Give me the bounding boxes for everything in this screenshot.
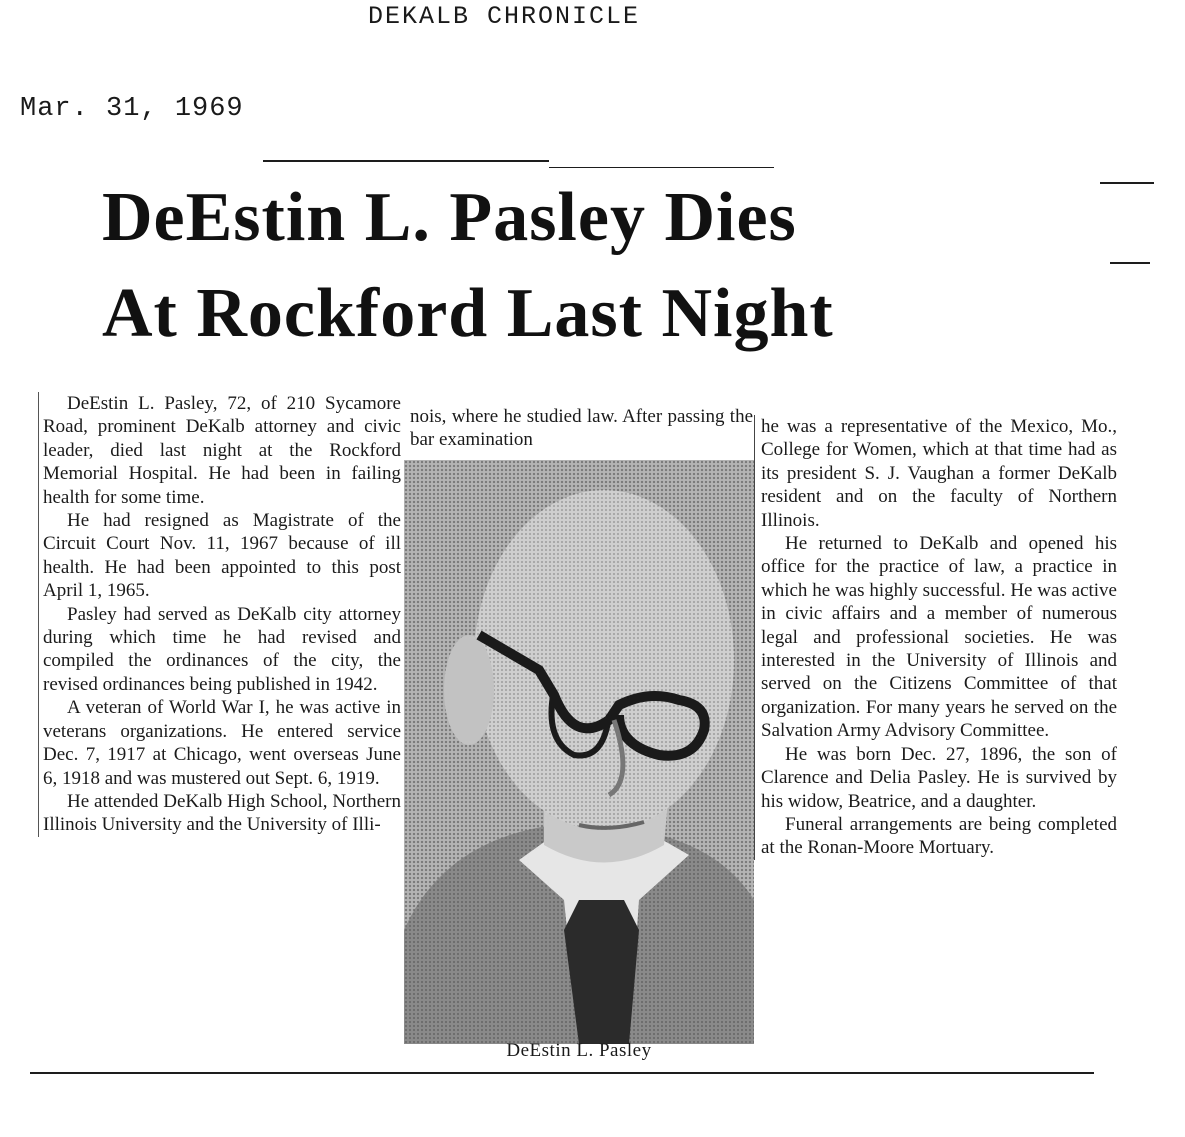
- top-rule-continuation: [549, 167, 774, 168]
- portrait-photo: [404, 460, 754, 1044]
- article-paragraph: He was born Dec. 27, 1896, the son of Clarence and Delia Pasley. He is survived by his widow, Beatrice, and a daughter.: [761, 743, 1117, 812]
- article-paragraph: He attended DeKalb High School, Northern Illinois University and the University of Illi-: [43, 790, 401, 836]
- article-paragraph: Funeral arrangements are being completed at the Ronan-Moore Mortuary.: [761, 813, 1117, 859]
- article-column-3: [754, 415, 1117, 860]
- masthead: DEKALB CHRONICLE: [368, 2, 641, 31]
- headline-line-2: At Rockford Last Night: [102, 275, 834, 352]
- article-paragraph: he was a representative of the Mexico, Mo., College for Women, which at that time had as its president S. J. Vaughan a former DeKalb resident and on the faculty of Northern Illinois.: [761, 416, 1117, 531]
- margin-mark: [1110, 262, 1150, 264]
- article-paragraph: He had resigned as Magistrate of the Circuit Court Nov. 11, 1967 because of ill health. He had been appointed to this post April 1, 1965.: [43, 510, 401, 602]
- margin-mark: [1100, 182, 1154, 184]
- article-paragraph: A veteran of World War I, he was active in veterans organizations. He entered service Dec. 7, 1917 at Chicago, went overseas June 6, 1918 and was mustered out Sept. 6, 1919.: [43, 697, 401, 789]
- article-column-1: [38, 392, 401, 837]
- headline: [102, 176, 834, 356]
- headline-line-1: DeEstin L. Pasley Dies: [102, 179, 797, 256]
- dateline: Mar. 31, 1969: [20, 94, 244, 124]
- article-paragraph: Pasley had served as DeKalb city attorney during which time he had revised and compiled the ordinances of the city, the revised ordinances being published in 1942.: [43, 603, 401, 695]
- article-paragraph: He returned to DeKalb and opened his office for the practice of law, a practice in which he was highly successful. He was active in civic affairs and a member of numerous legal and professional societies. He was interested in the University of Illinois and served on the Citizens Committee of that organization. For many years he served on the Salvation Army Advisory Committee.: [761, 533, 1117, 742]
- photo-caption: DeEstin L. Pasley: [506, 1040, 652, 1061]
- article-column-2: [410, 405, 753, 452]
- portrait-illustration: [404, 460, 754, 1044]
- top-rule: [263, 160, 549, 162]
- bottom-rule: [30, 1072, 1094, 1074]
- article-paragraph: nois, where he studied law. After passing the bar examination: [410, 406, 753, 451]
- article-paragraph: DeEstin L. Pasley, 72, of 210 Sycamore Road, prominent DeKalb attorney and civic leader, died last night at the Rockford Memorial Hospital. He had been in failing health for some time.: [43, 393, 401, 508]
